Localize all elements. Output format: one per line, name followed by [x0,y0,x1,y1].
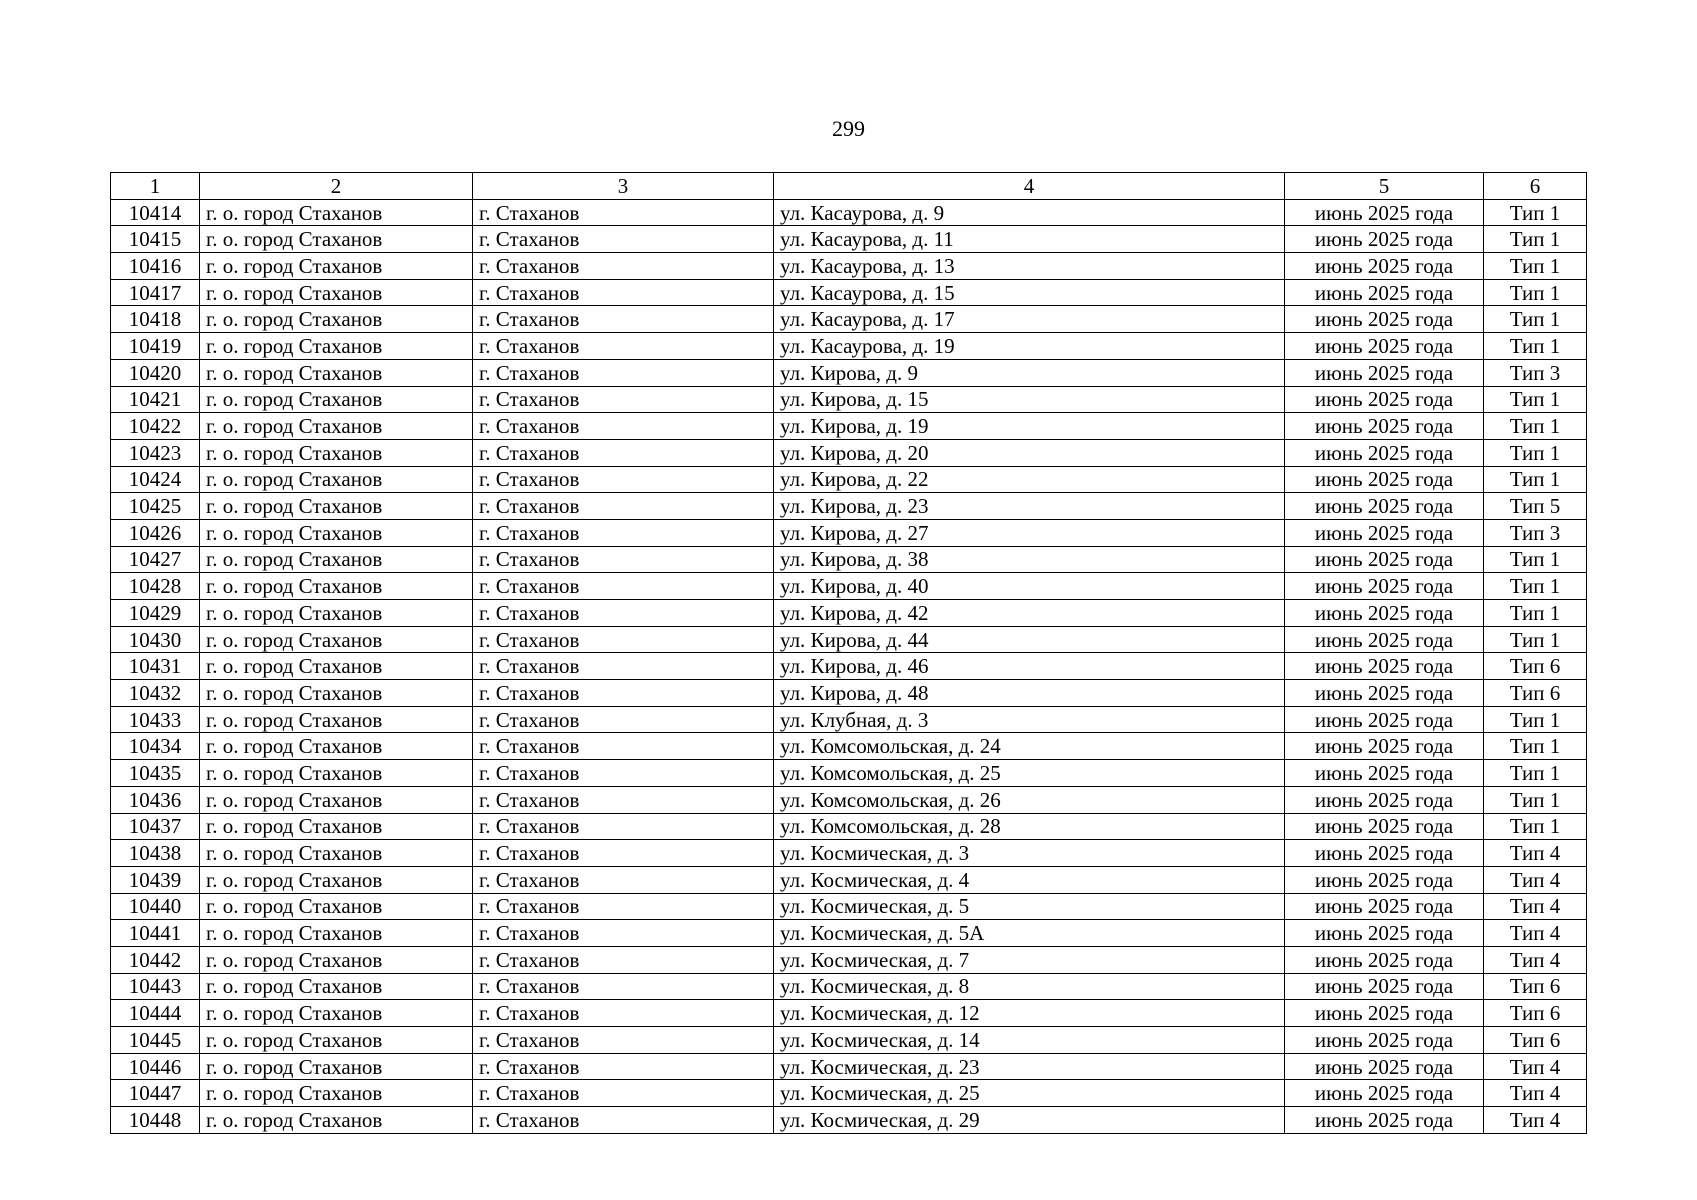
district-cell: г. о. город Стаханов [200,680,473,707]
type-cell: Тип 6 [1484,680,1587,707]
table-row [111,973,1587,1000]
type-cell: Тип 1 [1484,573,1587,600]
row-number-cell: 10420 [111,359,200,386]
table-row [111,573,1587,600]
settlement-cell: г. Стаханов [473,199,774,226]
table-row [111,466,1587,493]
period-cell: июнь 2025 года [1285,1000,1484,1027]
address-cell: ул. Кирова, д. 23 [774,493,1285,520]
settlement-cell: г. Стаханов [473,626,774,653]
settlement-cell: г. Стаханов [473,893,774,920]
district-cell: г. о. город Стаханов [200,226,473,253]
address-cell: ул. Кирова, д. 44 [774,626,1285,653]
row-number-cell: 10433 [111,706,200,733]
district-cell: г. о. город Стаханов [200,600,473,627]
type-cell: Тип 4 [1484,840,1587,867]
register-table [110,172,1587,1134]
settlement-cell: г. Стаханов [473,546,774,573]
row-number-cell: 10445 [111,1027,200,1054]
row-number-cell: 10426 [111,519,200,546]
table-row [111,226,1587,253]
table-row [111,413,1587,440]
period-cell: июнь 2025 года [1285,386,1484,413]
row-number-cell: 10415 [111,226,200,253]
table-row [111,333,1587,360]
address-cell: ул. Касаурова, д. 11 [774,226,1285,253]
table-row [111,733,1587,760]
row-number-cell: 10418 [111,306,200,333]
address-cell: ул. Космическая, д. 4 [774,866,1285,893]
period-cell: июнь 2025 года [1285,253,1484,280]
type-cell: Тип 4 [1484,946,1587,973]
period-cell: июнь 2025 года [1285,866,1484,893]
type-cell: Тип 1 [1484,226,1587,253]
period-cell: июнь 2025 года [1285,279,1484,306]
district-cell: г. о. город Стаханов [200,653,473,680]
settlement-cell: г. Стаханов [473,573,774,600]
district-cell: г. о. город Стаханов [200,973,473,1000]
row-number-cell: 10422 [111,413,200,440]
table-row [111,600,1587,627]
type-cell: Тип 1 [1484,600,1587,627]
period-cell: июнь 2025 года [1285,519,1484,546]
district-cell: г. о. город Стаханов [200,306,473,333]
row-number-cell: 10431 [111,653,200,680]
district-cell: г. о. город Стаханов [200,786,473,813]
table-row [111,386,1587,413]
table-row [111,680,1587,707]
period-cell: июнь 2025 года [1285,573,1484,600]
type-cell: Тип 4 [1484,1080,1587,1107]
type-cell: Тип 1 [1484,760,1587,787]
type-cell: Тип 1 [1484,786,1587,813]
type-cell: Тип 4 [1484,1107,1587,1134]
settlement-cell: г. Стаханов [473,1080,774,1107]
row-number-cell: 10448 [111,1107,200,1134]
period-cell: июнь 2025 года [1285,786,1484,813]
type-cell: Тип 1 [1484,733,1587,760]
district-cell: г. о. город Стаханов [200,279,473,306]
row-number-cell: 10447 [111,1080,200,1107]
table-row [111,519,1587,546]
period-cell: июнь 2025 года [1285,760,1484,787]
column-header: 2 [200,173,473,200]
table-body [111,199,1587,1133]
settlement-cell: г. Стаханов [473,920,774,947]
period-cell: июнь 2025 года [1285,973,1484,1000]
address-cell: ул. Кирова, д. 38 [774,546,1285,573]
district-cell: г. о. город Стаханов [200,1107,473,1134]
type-cell: Тип 1 [1484,706,1587,733]
row-number-cell: 10425 [111,493,200,520]
district-cell: г. о. город Стаханов [200,333,473,360]
type-cell: Тип 4 [1484,1053,1587,1080]
address-cell: ул. Комсомольская, д. 26 [774,786,1285,813]
address-cell: ул. Касаурова, д. 19 [774,333,1285,360]
address-cell: ул. Кирова, д. 22 [774,466,1285,493]
district-cell: г. о. город Стаханов [200,253,473,280]
period-cell: июнь 2025 года [1285,466,1484,493]
address-cell: ул. Космическая, д. 3 [774,840,1285,867]
address-cell: ул. Кирова, д. 46 [774,653,1285,680]
type-cell: Тип 3 [1484,359,1587,386]
period-cell: июнь 2025 года [1285,1053,1484,1080]
table-row [111,706,1587,733]
table-row [111,493,1587,520]
settlement-cell: г. Стаханов [473,653,774,680]
address-cell: ул. Космическая, д. 5 [774,893,1285,920]
table-row [111,253,1587,280]
address-cell: ул. Комсомольская, д. 25 [774,760,1285,787]
settlement-cell: г. Стаханов [473,386,774,413]
table-row [111,439,1587,466]
period-cell: июнь 2025 года [1285,413,1484,440]
settlement-cell: г. Стаханов [473,333,774,360]
district-cell: г. о. город Стаханов [200,519,473,546]
row-number-cell: 10446 [111,1053,200,1080]
row-number-cell: 10438 [111,840,200,867]
table-row [111,1053,1587,1080]
settlement-cell: г. Стаханов [473,840,774,867]
address-cell: ул. Кирова, д. 15 [774,386,1285,413]
period-cell: июнь 2025 года [1285,946,1484,973]
type-cell: Тип 6 [1484,1000,1587,1027]
district-cell: г. о. город Стаханов [200,1080,473,1107]
table-row [111,786,1587,813]
address-cell: ул. Кирова, д. 19 [774,413,1285,440]
column-header: 4 [774,173,1285,200]
period-cell: июнь 2025 года [1285,626,1484,653]
district-cell: г. о. город Стаханов [200,946,473,973]
row-number-cell: 10436 [111,786,200,813]
address-cell: ул. Комсомольская, д. 28 [774,813,1285,840]
type-cell: Тип 1 [1484,386,1587,413]
type-cell: Тип 1 [1484,439,1587,466]
address-cell: ул. Клубная, д. 3 [774,706,1285,733]
table-row [111,1027,1587,1054]
row-number-cell: 10430 [111,626,200,653]
table-row [111,359,1587,386]
district-cell: г. о. город Стаханов [200,413,473,440]
row-number-cell: 10427 [111,546,200,573]
type-cell: Тип 6 [1484,653,1587,680]
type-cell: Тип 1 [1484,253,1587,280]
district-cell: г. о. город Стаханов [200,813,473,840]
address-cell: ул. Кирова, д. 42 [774,600,1285,627]
district-cell: г. о. город Стаханов [200,866,473,893]
district-cell: г. о. город Стаханов [200,493,473,520]
table-row [111,653,1587,680]
type-cell: Тип 1 [1484,413,1587,440]
address-cell: ул. Космическая, д. 14 [774,1027,1285,1054]
settlement-cell: г. Стаханов [473,359,774,386]
settlement-cell: г. Стаханов [473,786,774,813]
row-number-cell: 10416 [111,253,200,280]
district-cell: г. о. город Стаханов [200,760,473,787]
type-cell: Тип 1 [1484,813,1587,840]
address-cell: ул. Космическая, д. 25 [774,1080,1285,1107]
row-number-cell: 10423 [111,439,200,466]
settlement-cell: г. Стаханов [473,226,774,253]
period-cell: июнь 2025 года [1285,653,1484,680]
address-cell: ул. Касаурова, д. 15 [774,279,1285,306]
column-header: 3 [473,173,774,200]
address-cell: ул. Комсомольская, д. 24 [774,733,1285,760]
period-cell: июнь 2025 года [1285,600,1484,627]
table-row [111,546,1587,573]
address-cell: ул. Кирова, д. 40 [774,573,1285,600]
address-cell: ул. Космическая, д. 8 [774,973,1285,1000]
column-header: 5 [1285,173,1484,200]
row-number-cell: 10437 [111,813,200,840]
column-header: 6 [1484,173,1587,200]
settlement-cell: г. Стаханов [473,1107,774,1134]
period-cell: июнь 2025 года [1285,706,1484,733]
settlement-cell: г. Стаханов [473,439,774,466]
settlement-cell: г. Стаханов [473,706,774,733]
table-row [111,279,1587,306]
settlement-cell: г. Стаханов [473,413,774,440]
type-cell: Тип 1 [1484,626,1587,653]
type-cell: Тип 5 [1484,493,1587,520]
type-cell: Тип 4 [1484,920,1587,947]
district-cell: г. о. город Стаханов [200,733,473,760]
district-cell: г. о. город Стаханов [200,1027,473,1054]
settlement-cell: г. Стаханов [473,279,774,306]
district-cell: г. о. город Стаханов [200,386,473,413]
settlement-cell: г. Стаханов [473,760,774,787]
period-cell: июнь 2025 года [1285,1107,1484,1134]
type-cell: Тип 1 [1484,333,1587,360]
table-row [111,920,1587,947]
district-cell: г. о. город Стаханов [200,466,473,493]
district-cell: г. о. город Стаханов [200,199,473,226]
table-row [111,1107,1587,1134]
address-cell: ул. Касаурова, д. 9 [774,199,1285,226]
period-cell: июнь 2025 года [1285,680,1484,707]
table-row [111,946,1587,973]
type-cell: Тип 6 [1484,1027,1587,1054]
type-cell: Тип 1 [1484,466,1587,493]
address-cell: ул. Касаурова, д. 13 [774,253,1285,280]
district-cell: г. о. город Стаханов [200,359,473,386]
settlement-cell: г. Стаханов [473,519,774,546]
table-row [111,1080,1587,1107]
row-number-cell: 10440 [111,893,200,920]
page-number: 299 [832,116,865,141]
settlement-cell: г. Стаханов [473,1053,774,1080]
address-cell: ул. Космическая, д. 23 [774,1053,1285,1080]
address-cell: ул. Кирова, д. 27 [774,519,1285,546]
table-row [111,840,1587,867]
row-number-cell: 10435 [111,760,200,787]
row-number-cell: 10444 [111,1000,200,1027]
settlement-cell: г. Стаханов [473,733,774,760]
period-cell: июнь 2025 года [1285,920,1484,947]
address-cell: ул. Кирова, д. 20 [774,439,1285,466]
type-cell: Тип 3 [1484,519,1587,546]
period-cell: июнь 2025 года [1285,813,1484,840]
row-number-cell: 10429 [111,600,200,627]
table-row [111,1000,1587,1027]
row-number-cell: 10428 [111,573,200,600]
address-cell: ул. Космическая, д. 7 [774,946,1285,973]
table-row [111,813,1587,840]
row-number-cell: 10443 [111,973,200,1000]
period-cell: июнь 2025 года [1285,733,1484,760]
row-number-cell: 10421 [111,386,200,413]
period-cell: июнь 2025 года [1285,226,1484,253]
settlement-cell: г. Стаханов [473,866,774,893]
column-number-row [111,173,1587,200]
period-cell: июнь 2025 года [1285,1080,1484,1107]
table-row [111,866,1587,893]
type-cell: Тип 1 [1484,199,1587,226]
row-number-cell: 10439 [111,866,200,893]
period-cell: июнь 2025 года [1285,840,1484,867]
table-row [111,893,1587,920]
settlement-cell: г. Стаханов [473,680,774,707]
type-cell: Тип 1 [1484,279,1587,306]
column-header: 1 [111,173,200,200]
district-cell: г. о. город Стаханов [200,546,473,573]
row-number-cell: 10432 [111,680,200,707]
table-row [111,306,1587,333]
type-cell: Тип 6 [1484,973,1587,1000]
settlement-cell: г. Стаханов [473,946,774,973]
period-cell: июнь 2025 года [1285,333,1484,360]
settlement-cell: г. Стаханов [473,1027,774,1054]
period-cell: июнь 2025 года [1285,1027,1484,1054]
settlement-cell: г. Стаханов [473,813,774,840]
row-number-cell: 10419 [111,333,200,360]
district-cell: г. о. город Стаханов [200,706,473,733]
period-cell: июнь 2025 года [1285,199,1484,226]
settlement-cell: г. Стаханов [473,973,774,1000]
settlement-cell: г. Стаханов [473,1000,774,1027]
type-cell: Тип 4 [1484,866,1587,893]
settlement-cell: г. Стаханов [473,493,774,520]
period-cell: июнь 2025 года [1285,493,1484,520]
row-number-cell: 10441 [111,920,200,947]
table-row [111,199,1587,226]
settlement-cell: г. Стаханов [473,466,774,493]
type-cell: Тип 4 [1484,893,1587,920]
period-cell: июнь 2025 года [1285,306,1484,333]
district-cell: г. о. город Стаханов [200,1000,473,1027]
row-number-cell: 10417 [111,279,200,306]
type-cell: Тип 1 [1484,306,1587,333]
address-cell: ул. Кирова, д. 9 [774,359,1285,386]
settlement-cell: г. Стаханов [473,306,774,333]
settlement-cell: г. Стаханов [473,253,774,280]
type-cell: Тип 1 [1484,546,1587,573]
district-cell: г. о. город Стаханов [200,1053,473,1080]
address-cell: ул. Кирова, д. 48 [774,680,1285,707]
address-cell: ул. Космическая, д. 5А [774,920,1285,947]
settlement-cell: г. Стаханов [473,600,774,627]
district-cell: г. о. город Стаханов [200,439,473,466]
address-cell: ул. Космическая, д. 29 [774,1107,1285,1134]
table-row [111,626,1587,653]
district-cell: г. о. город Стаханов [200,893,473,920]
address-cell: ул. Касаурова, д. 17 [774,306,1285,333]
period-cell: июнь 2025 года [1285,439,1484,466]
row-number-cell: 10434 [111,733,200,760]
address-cell: ул. Космическая, д. 12 [774,1000,1285,1027]
period-cell: июнь 2025 года [1285,893,1484,920]
district-cell: г. о. город Стаханов [200,626,473,653]
period-cell: июнь 2025 года [1285,359,1484,386]
district-cell: г. о. город Стаханов [200,840,473,867]
period-cell: июнь 2025 года [1285,546,1484,573]
row-number-cell: 10424 [111,466,200,493]
district-cell: г. о. город Стаханов [200,920,473,947]
district-cell: г. о. город Стаханов [200,573,473,600]
table-row [111,760,1587,787]
row-number-cell: 10442 [111,946,200,973]
row-number-cell: 10414 [111,199,200,226]
